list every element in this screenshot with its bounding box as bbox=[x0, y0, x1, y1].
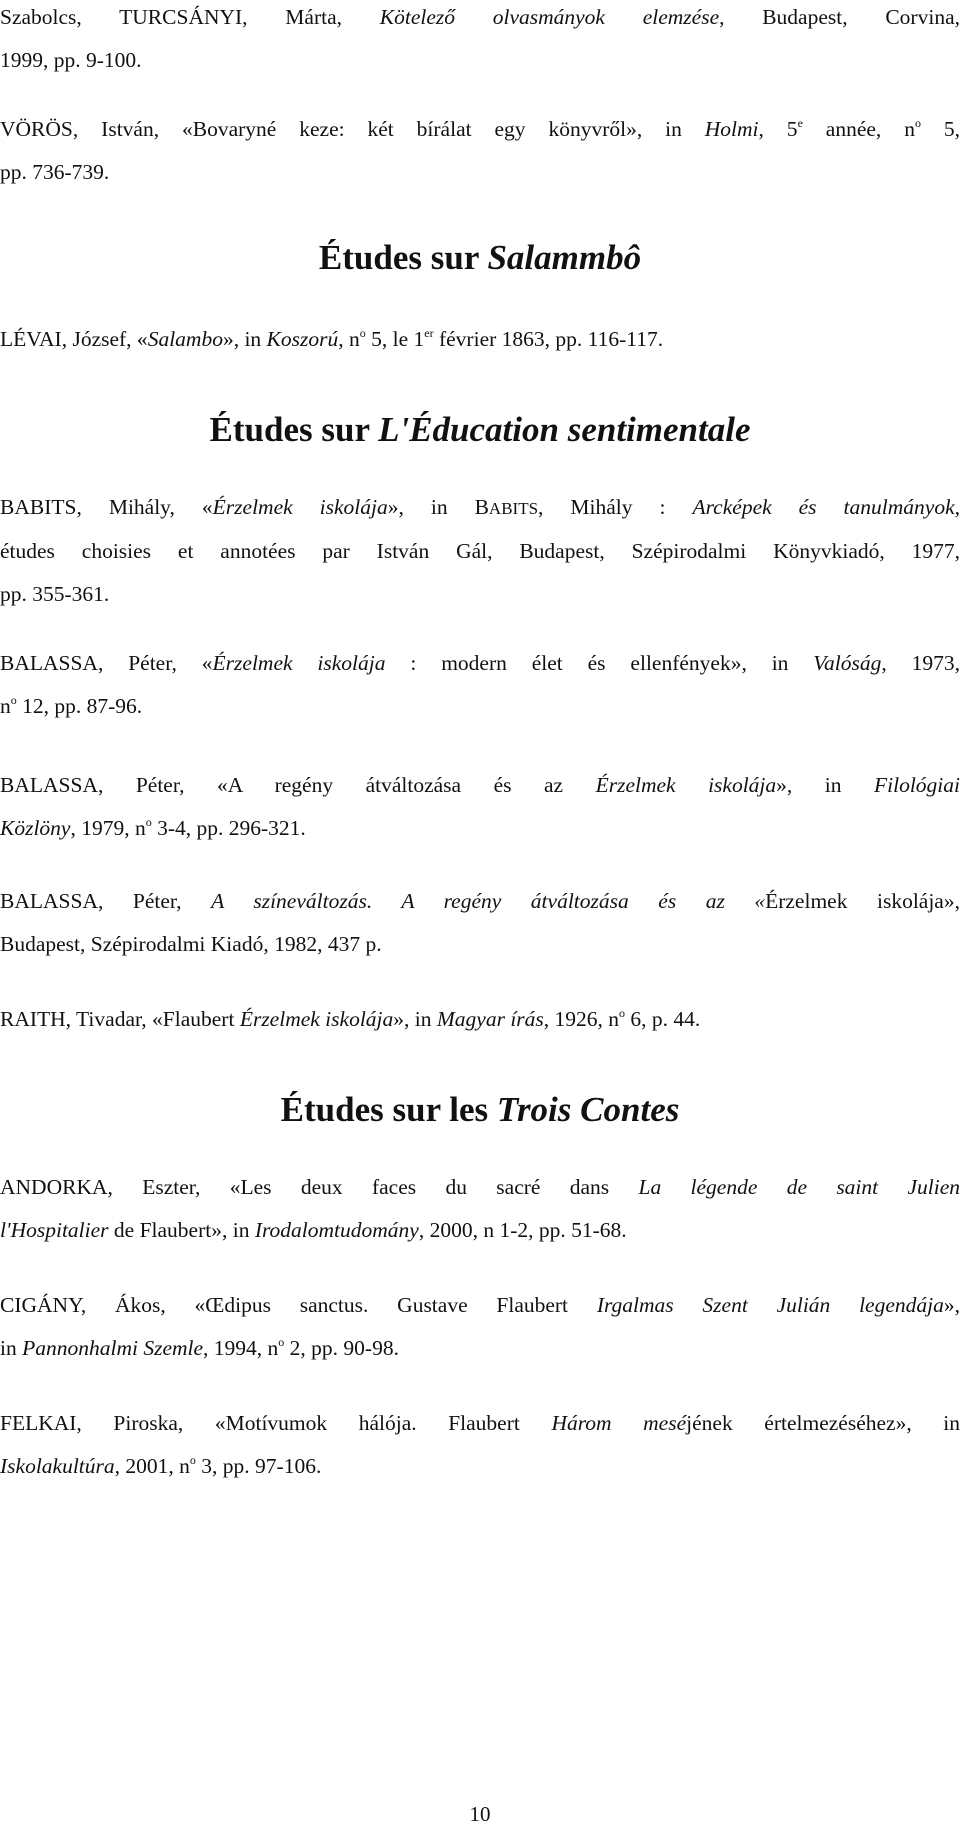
bibliography-entry-balassa-3: BALASSA, Péter, A színeváltozás. A regény átváltozása és az «Érzelmek iskolája», Budapest, Szépirodalmi Kiadó, 1982, 437 p. bbox=[0, 889, 960, 956]
bibliography-entry-balassa-2: BALASSA, Péter, «A regény átváltozása és az Érzelmek iskolája», in Filológiai Közlöny, 1979, $n^o$ 3-4, pp. 296-321. bbox=[0, 773, 960, 840]
bibliography-entry-turcsanyi: Szabolcs, TURCSÁNYI, Márta, Kötelező olvasmányok elemzése, Budapest, Corvina, 1999, pp. 9-100. bbox=[0, 5, 960, 72]
bibliography-entry-balassa-1: BALASSA, Péter, «Érzelmek iskolája : modern élet és ellenfények», in Valóság, 1973, $n^o$ 12, pp. 87-96. bbox=[0, 651, 960, 718]
bibliography-entry-andorka: ANDORKA, Eszter, «Les deux faces du sacré dans La légende de saint Julien l'Hospitalier de Flaubert», in Irodalomtudomány, 2000, n 1-2, pp. 51-68. bbox=[0, 1175, 960, 1242]
section-heading-trois-contes: Études sur les Trois Contes bbox=[280, 1090, 680, 1129]
bibliography-entry-levai: LÉVAI, József, «Salambo», in Koszorú, $n^o$ 5, le 1er février 1863, pp. 116-117. bbox=[0, 326, 664, 351]
bibliography-entry-voros: VÖRÖS, István, «Bovaryné keze: két bírálat egy könyvről», in Holmi, 5e année, $n^o$ 5, pp. 736-739. bbox=[0, 116, 960, 184]
bibliography-entry-cigany: CIGÁNY, Ákos, «Œdipus sanctus. Gustave Flaubert Irgalmas Szent Julián legendája», in Pannonhalmi Szemle, 1994, $n^o$ 2, pp. 90-98. bbox=[0, 1293, 960, 1360]
bibliography-entry-babits: BABITS, Mihály, «Érzelmek iskolája», in BABITS, Mihály : Arcképek és tanulmányok, études choisies et annotées par István Gál, Budapest, Szépirodalmi Könyvkiadó, 1977, pp. 355-361. bbox=[0, 495, 960, 606]
bibliography-entry-felkai: FELKAI, Piroska, «Motívumok hálója. Flaubert Három meséjének értelmezéséhez», in Iskolakultúra, 2001, $n^o$ 3, pp. 97-106. bbox=[0, 1411, 960, 1478]
bibliography-entry-raith: RAITH, Tivadar, «Flaubert Érzelmek iskolája», in Magyar írás, 1926, $n^o$ 6, p. 44. bbox=[0, 1006, 701, 1031]
page-number: 10 bbox=[469, 1802, 491, 1826]
section-heading-salammbo: Études sur Salammbô bbox=[318, 238, 642, 277]
section-heading-education: Études sur L'Éducation sentimentale bbox=[209, 410, 751, 449]
